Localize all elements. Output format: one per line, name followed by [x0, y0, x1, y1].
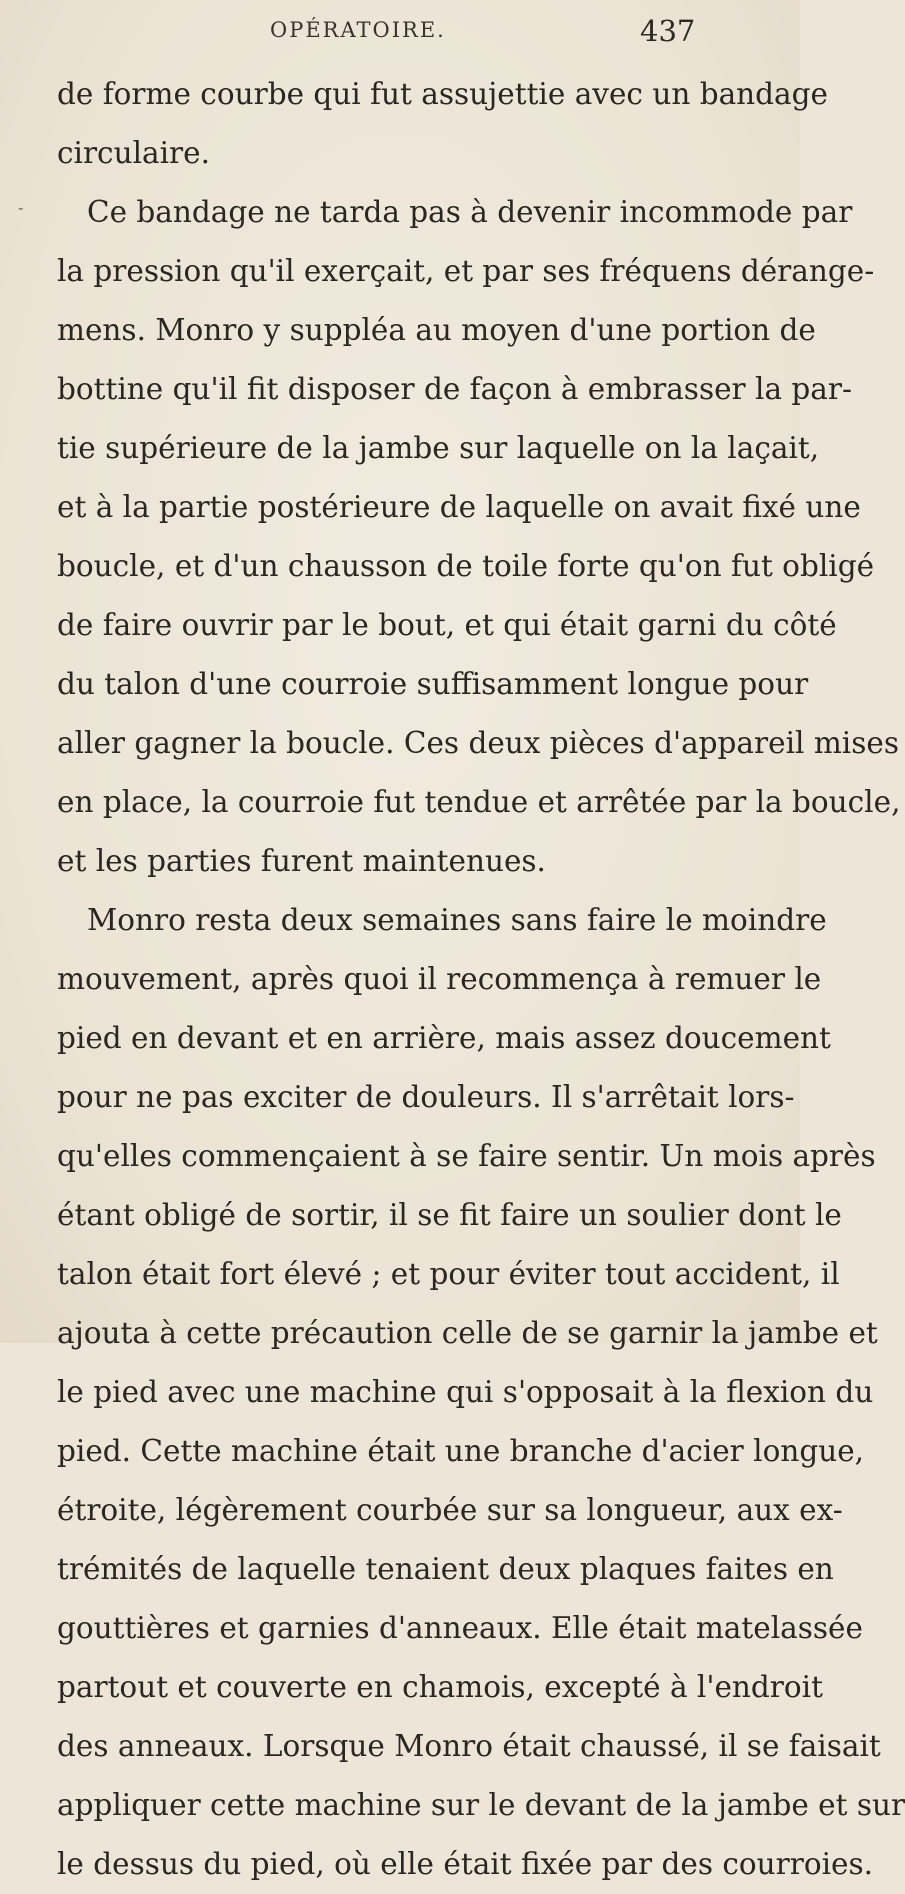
text-line: et les parties furent maintenues. — [57, 844, 546, 878]
text-line: mens. Monro y suppléa au moyen d'une portion de — [57, 313, 816, 347]
text-line: ajouta à cette précaution celle de se garnir la jambe et — [57, 1316, 878, 1350]
text-line: tie supérieure de la jambe sur laquelle on la laçait, — [57, 431, 820, 465]
page-number: 437 — [640, 14, 696, 48]
text-line: le dessus du pied, où elle était fixée par des courroies. — [57, 1847, 874, 1881]
body-text — [57, 65, 905, 1894]
text-line: de faire ouvrir par le bout, et qui était garni du côté — [57, 608, 837, 642]
text-line: étant obligé de sortir, il se fit faire un soulier dont le — [57, 1198, 842, 1232]
text-line: du talon d'une courroie suffisamment longue pour — [57, 667, 809, 701]
header-title: OPÉRATOIRE. — [270, 18, 446, 42]
text-line: aller gagner la boucle. Ces deux pièces d'appareil mises — [57, 726, 899, 760]
text-line: Monro resta deux semaines sans faire le moindre — [87, 903, 827, 937]
text-line: partout et couverte en chamois, excepté à l'endroit — [57, 1670, 823, 1704]
text-line: boucle, et d'un chausson de toile forte qu'on fut obligé — [57, 549, 875, 583]
text-line: et à la partie postérieure de laquelle on avait fixé une — [57, 490, 861, 524]
running-header — [0, 14, 800, 54]
text-line: pied en devant et en arrière, mais assez doucement — [57, 1021, 831, 1055]
text-line: appliquer cette machine sur le devant de la jambe et sur — [57, 1788, 905, 1822]
text-line: trémités de laquelle tenaient deux plaques faites en — [57, 1552, 834, 1586]
text-line: en place, la courroie fut tendue et arrêtée par la boucle, — [57, 785, 901, 819]
text-line: étroite, légèrement courbée sur sa longueur, aux ex- — [57, 1493, 843, 1527]
text-line: gouttières et garnies d'anneaux. Elle était matelassée — [57, 1611, 863, 1645]
text-line: le pied avec une machine qui s'opposait à la flexion du — [57, 1375, 874, 1409]
text-line: talon était fort élevé ; et pour éviter tout accident, il — [57, 1257, 840, 1291]
text-line: qu'elles commençaient à se faire sentir. Un mois après — [57, 1139, 876, 1173]
text-line: la pression qu'il exerçait, et par ses fréquens dérange- — [57, 254, 875, 288]
text-line: pour ne pas exciter de douleurs. Il s'arrêtait lors- — [57, 1080, 795, 1114]
text-line: mouvement, après quoi il recommença à remuer le — [57, 962, 822, 996]
text-line: circulaire. — [57, 136, 210, 170]
text-line: Ce bandage ne tarda pas à devenir incommode par — [87, 195, 853, 229]
text-line: pied. Cette machine était une branche d'acier longue, — [57, 1434, 865, 1468]
margin-dash: - — [18, 198, 24, 217]
text-line: bottine qu'il fit disposer de façon à embrasser la par- — [57, 372, 852, 406]
text-line: des anneaux. Lorsque Monro était chaussé, il se faisait — [57, 1729, 881, 1763]
text-line: de forme courbe qui fut assujettie avec un bandage — [57, 77, 828, 111]
